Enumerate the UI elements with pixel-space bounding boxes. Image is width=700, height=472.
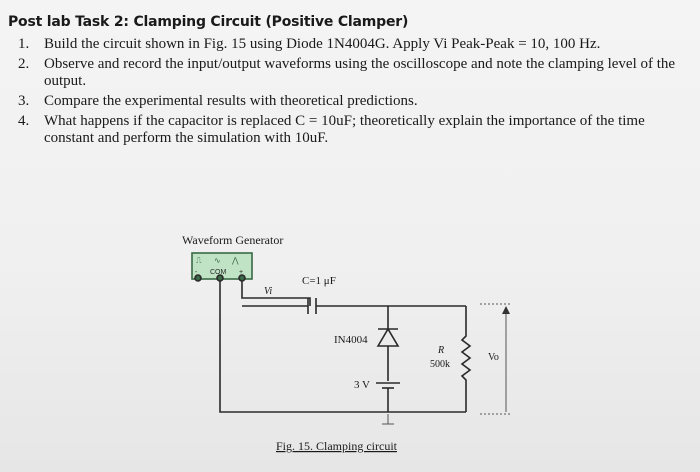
task-list — [18, 36, 688, 150]
figure-caption: Fig. 15. Clamping circuit — [276, 439, 397, 453]
task-number: 3. — [18, 93, 30, 109]
battery-label: 3 V — [354, 379, 370, 391]
task-number: 2. — [18, 56, 30, 72]
task-title: Post lab Task 2: Clamping Circuit (Positive Clamper) — [8, 14, 409, 30]
task-item — [18, 93, 688, 110]
task-text: What happens if the capacitor is replaced C = 10uF; theoretically explain the importance of the time constant and perform the simulation with 10uF. — [44, 113, 645, 146]
ground-wire — [220, 281, 466, 412]
resistor-name: R — [438, 345, 445, 356]
output-label: Vo — [488, 352, 499, 363]
task-text: Compare the experimental results with theoretical predictions. — [44, 93, 418, 109]
diode-label: IN4004 — [334, 334, 368, 346]
resistor-value: 500k — [430, 359, 450, 370]
com-label: COM — [210, 269, 227, 276]
vi-label: Vi — [264, 286, 273, 297]
svg-text:∿: ∿ — [214, 256, 221, 265]
resistor-symbol — [462, 306, 470, 412]
svg-text:⎍: ⎍ — [196, 256, 202, 265]
svg-text:⋀: ⋀ — [232, 256, 239, 265]
clamping-circuit-figure — [180, 226, 520, 466]
task-number: 1. — [18, 36, 30, 52]
capacitor-label: C=1 μF — [302, 275, 336, 287]
minus-label: - — [195, 269, 198, 276]
circuit-diagram — [180, 226, 520, 466]
task-text: Build the circuit shown in Fig. 15 using Diode 1N4004G. Apply Vi Peak-Peak = 10, 100 Hz. — [44, 36, 601, 52]
diode-symbol — [378, 329, 398, 346]
generator-label: Waveform Generator — [182, 233, 284, 247]
plus-label: + — [239, 269, 244, 276]
task-item — [18, 36, 688, 53]
output-arrow — [502, 306, 510, 314]
task-text: Observe and record the input/output waveforms using the oscilloscope and note the clamping level of the output. — [44, 56, 676, 89]
task-number: 4. — [18, 113, 30, 129]
task-item — [18, 113, 688, 147]
input-wire — [242, 281, 310, 306]
task-item — [18, 56, 688, 90]
